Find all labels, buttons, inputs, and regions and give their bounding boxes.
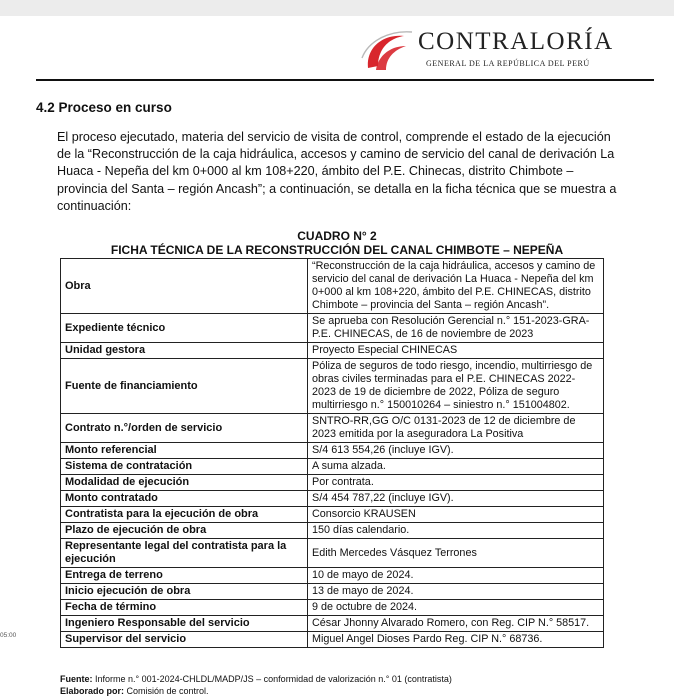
row-value: César Jhonny Alvarado Romero, con Reg. CIP N.° 58517. bbox=[308, 616, 604, 632]
row-value: A suma alzada. bbox=[308, 459, 604, 475]
section-title: 4.2 Proceso en curso bbox=[36, 100, 172, 115]
source-text: Informe n.° 001-2024-CHLDL/MADP/JS – conformidad de valorización n.° 01 (contratista) bbox=[92, 674, 452, 684]
row-label: Representante legal del contratista para la ejecución bbox=[61, 539, 308, 568]
table-row bbox=[61, 568, 604, 584]
row-value: 13 de mayo de 2024. bbox=[308, 584, 604, 600]
ficha-tecnica-table bbox=[60, 258, 604, 648]
table-row bbox=[61, 443, 604, 459]
row-value: Proyecto Especial CHINECAS bbox=[308, 343, 604, 359]
row-label: Monto referencial bbox=[61, 443, 308, 459]
row-label: Monto contratado bbox=[61, 491, 308, 507]
table-caption-number: CUADRO N° 2 bbox=[297, 229, 377, 243]
row-label: Sistema de contratación bbox=[61, 459, 308, 475]
table-row bbox=[61, 343, 604, 359]
table-caption-title: FICHA TÉCNICA DE LA RECONSTRUCCIÓN DEL CANAL CHIMBOTE – NEPEÑA bbox=[110, 243, 564, 257]
row-label: Supervisor del servicio bbox=[61, 632, 308, 648]
row-value: S/4 454 787,22 (incluye IGV). bbox=[308, 491, 604, 507]
row-value: Póliza de seguros de todo riesgo, incendio, multirriesgo de obras civiles terminadas para el P.E. CHINECAS 2022-2023 de 19 de diciembre de 2022, Póliza de seguro multirriesgo n.° 150010264 – siniestro n.° 151004802. bbox=[308, 359, 604, 414]
table-row bbox=[61, 632, 604, 648]
row-value: 150 días calendario. bbox=[308, 523, 604, 539]
table-row bbox=[61, 600, 604, 616]
row-label: Fuente de financiamiento bbox=[61, 359, 308, 414]
row-value: SNTRO-RR,GG O/C 0131-2023 de 12 de diciembre de 2023 emitida por la aseguradora La Positiva bbox=[308, 414, 604, 443]
row-label: Entrega de terreno bbox=[61, 568, 308, 584]
row-label: Plazo de ejecución de obra bbox=[61, 523, 308, 539]
table-row bbox=[61, 523, 604, 539]
header-divider bbox=[36, 79, 654, 81]
row-value: 9 de octubre de 2024. bbox=[308, 600, 604, 616]
section-paragraph: El proceso ejecutado, materia del servicio de visita de control, comprende el estado de la ejecución de la “Reconstrucción de la caja hidráulica, accesos y camino de servicio del canal de derivación La Huaca - Nepeña del km 0+000 al km 108+220, ámbito del P.E. Chinecas, distrito Chimbote – provincia del Santa – región Ancash”; a continuación, se detalla en la ficha técnica que se muestra a continuación: bbox=[57, 130, 617, 213]
table-row bbox=[61, 475, 604, 491]
table-row bbox=[61, 584, 604, 600]
row-value: S/4 613 554,26 (incluye IGV). bbox=[308, 443, 604, 459]
table-row bbox=[61, 314, 604, 343]
source-note bbox=[60, 674, 452, 684]
table-row bbox=[61, 539, 604, 568]
row-label: Unidad gestora bbox=[61, 343, 308, 359]
top-strip bbox=[0, 0, 674, 16]
table-row bbox=[61, 359, 604, 414]
source-label: Fuente: bbox=[60, 674, 93, 684]
contraloria-logo bbox=[360, 26, 614, 74]
contraloria-swoosh-icon bbox=[360, 28, 420, 74]
table-row bbox=[61, 507, 604, 523]
row-value: “Reconstrucción de la caja hidráulica, accesos y camino de servicio del canal de derivación La Huaca - Nepeña del km 0+000 al km 108+220, ámbito del P.E. CHINECAS, distrito Chimbote – provincia del Santa – región Ancash”. bbox=[308, 259, 604, 314]
row-label: Contratista para la ejecución de obra bbox=[61, 507, 308, 523]
row-label: Fecha de término bbox=[61, 600, 308, 616]
row-label: Obra bbox=[61, 259, 308, 314]
row-label: Contrato n.°/orden de servicio bbox=[61, 414, 308, 443]
table-row bbox=[61, 459, 604, 475]
row-value: Consorcio KRAUSEN bbox=[308, 507, 604, 523]
prepared-by-note bbox=[60, 686, 209, 696]
row-value: Se aprueba con Resolución Gerencial n.° 151-2023-GRA-P.E. CHINECAS, de 16 de noviembre de 2023 bbox=[308, 314, 604, 343]
margin-mark: 05:00 bbox=[0, 632, 17, 639]
prepared-label: Elaborado por: bbox=[60, 686, 125, 696]
row-label: Ingeniero Responsable del servicio bbox=[61, 616, 308, 632]
table-row bbox=[61, 616, 604, 632]
row-value: Edith Mercedes Vásquez Terrones bbox=[308, 539, 604, 568]
table-row bbox=[61, 259, 604, 314]
org-subtitle: GENERAL DE LA REPÚBLICA DEL PERÚ bbox=[426, 59, 590, 68]
org-name: CONTRALORÍA bbox=[418, 28, 614, 55]
row-label: Inicio ejecución de obra bbox=[61, 584, 308, 600]
table-row bbox=[61, 491, 604, 507]
prepared-text: Comisión de control. bbox=[124, 686, 209, 696]
row-value: 10 de mayo de 2024. bbox=[308, 568, 604, 584]
row-label: Expediente técnico bbox=[61, 314, 308, 343]
table-row bbox=[61, 414, 604, 443]
row-label: Modalidad de ejecución bbox=[61, 475, 308, 491]
row-value: Por contrata. bbox=[308, 475, 604, 491]
row-value: Miguel Angel Dioses Pardo Reg. CIP N.° 68736. bbox=[308, 632, 604, 648]
